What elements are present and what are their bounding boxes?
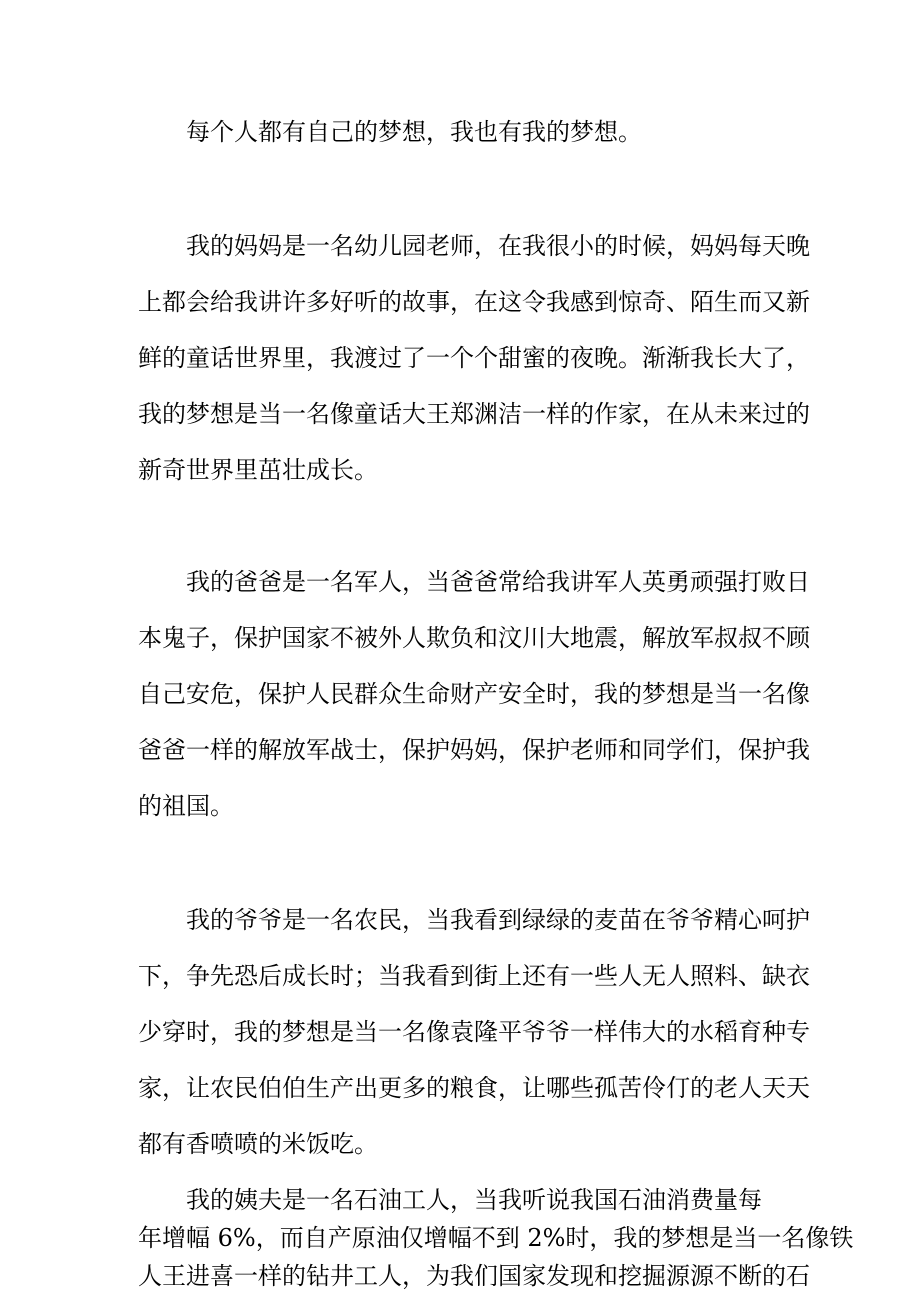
paragraph-4-line-2: 下，争先恐后成长时；当我看到街上还有一些人无人照料、缺衣 [138, 962, 810, 990]
paragraph-3-line-5: 的祖国。 [138, 792, 234, 820]
paragraph-3-line-1: 我的爸爸是一名军人，当爸爸常给我讲军人英勇顽强打败日 [186, 568, 810, 596]
paragraph-5-line-3: 人王进喜一样的钻井工人，为我们国家发现和挖掘源源不断的石 [138, 1262, 810, 1290]
paragraph-5-line-2: 年增幅 6%，而自产原油仅增幅不到 2%时，我的梦想是当一名像铁 [138, 1224, 854, 1252]
paragraph-4-line-4: 家，让农民伯伯生产出更多的粮食，让哪些孤苦伶仃的老人天天 [138, 1074, 810, 1102]
paragraph-2-line-3: 鲜的童话世界里，我渡过了一个个甜蜜的夜晚。渐渐我长大了， [138, 344, 810, 372]
paragraph-5-line-1: 我的姨夫是一名石油工人，当我听说我国石油消费量每 [186, 1186, 762, 1214]
paragraph-3-line-4: 爸爸一样的解放军战士，保护妈妈，保护老师和同学们，保护我 [138, 736, 810, 764]
paragraph-1-line-1: 每个人都有自己的梦想，我也有我的梦想。 [186, 118, 642, 146]
paragraph-2-line-2: 上都会给我讲许多好听的故事，在这令我感到惊奇、陌生而又新 [138, 288, 810, 316]
paragraph-2-line-1: 我的妈妈是一名幼儿园老师，在我很小的时候，妈妈每天晚 [186, 232, 810, 260]
paragraph-3-line-3: 自己安危，保护人民群众生命财产安全时，我的梦想是当一名像 [138, 680, 810, 708]
paragraph-4-line-1: 我的爷爷是一名农民，当我看到绿绿的麦苗在爷爷精心呵护 [186, 906, 810, 934]
paragraph-3-line-2: 本鬼子，保护国家不被外人欺负和汶川大地震，解放军叔叔不顾 [138, 624, 810, 652]
paragraph-4-line-5: 都有香喷喷的米饭吃。 [138, 1130, 378, 1158]
paragraph-2-line-4: 我的梦想是当一名像童话大王郑渊洁一样的作家，在从未来过的 [138, 400, 810, 428]
paragraph-2-line-5: 新奇世界里茁壮成长。 [138, 456, 378, 484]
paragraph-4-line-3: 少穿时，我的梦想是当一名像袁隆平爷爷一样伟大的水稻育种专 [138, 1018, 810, 1046]
